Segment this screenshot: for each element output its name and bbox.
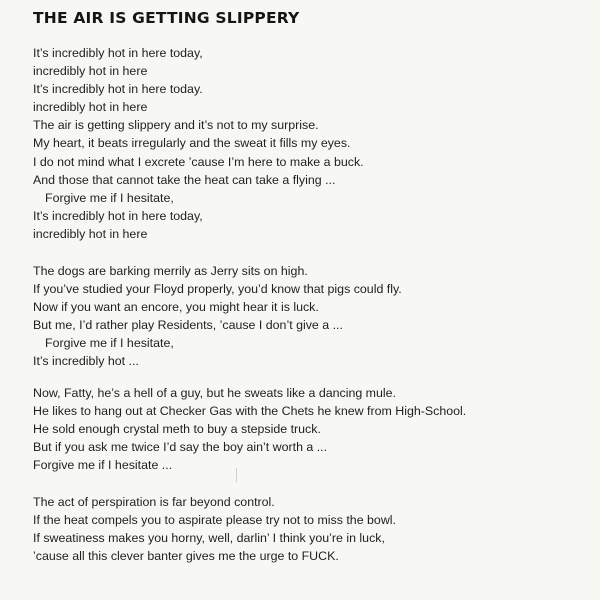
lyric-line: It’s incredibly hot in here today. — [33, 82, 203, 97]
lyric-line: If the heat compels you to aspirate please try not to miss the bowl. — [33, 513, 396, 528]
lyric-line: It’s incredibly hot ... — [33, 354, 139, 369]
lyric-line: My heart, it beats irregularly and the sweat it fills my eyes. — [33, 136, 351, 151]
lyric-line: The dogs are barking merrily as Jerry sits on high. — [33, 264, 308, 278]
lyric-line: Forgive me if I hesitate, — [45, 336, 174, 351]
lyric-line: Now, Fatty, he’s a hell of a guy, but he sweats like a dancing mule. — [33, 386, 396, 400]
lyric-line: incredibly hot in here — [33, 64, 148, 79]
stanza-4 — [33, 493, 396, 565]
lyric-line: The air is getting slippery and it’s not to my surprise. — [33, 118, 319, 133]
lyric-line: And those that cannot take the heat can take a flying ... — [33, 172, 336, 187]
lyric-line: It’s incredibly hot in here today, — [33, 46, 203, 60]
lyric-line: The act of perspiration is far beyond control. — [33, 495, 275, 509]
stanza-2 — [33, 262, 402, 371]
lyric-line: But me, I’d rather play Residents, ’cause I don’t give a ... — [33, 318, 343, 333]
song-title: THE AIR IS GETTING SLIPPERY — [33, 9, 300, 27]
stanza-1 — [33, 44, 364, 243]
lyric-line: Now if you want an encore, you might hear it is luck. — [33, 300, 319, 315]
lyric-line: ’cause all this clever banter gives me the urge to FUCK. — [33, 549, 339, 564]
lyric-line: If you’ve studied your Floyd properly, you’d know that pigs could fly. — [33, 282, 402, 297]
lyric-line: Forgive me if I hesitate ... — [33, 458, 173, 473]
lyric-line: incredibly hot in here — [33, 100, 148, 115]
paper-speck — [236, 468, 237, 482]
lyric-line: He likes to hang out at Checker Gas with the Chets he knew from High-School. — [33, 404, 467, 419]
lyric-line: Forgive me if I hesitate, — [45, 190, 174, 205]
stanza-3 — [33, 384, 466, 474]
lyric-line: But if you ask me twice I’d say the boy ain’t worth a ... — [33, 440, 328, 455]
lyric-line: It’s incredibly hot in here today, — [33, 208, 203, 223]
lyric-line: He sold enough crystal meth to buy a stepside truck. — [33, 422, 321, 437]
lyric-line: If sweatiness makes you horny, well, darlin’ I think you’re in luck, — [33, 531, 385, 546]
lyric-line: incredibly hot in here — [33, 226, 148, 241]
lyric-line: I do not mind what I excrete ’cause I’m here to make a buck. — [33, 154, 364, 169]
